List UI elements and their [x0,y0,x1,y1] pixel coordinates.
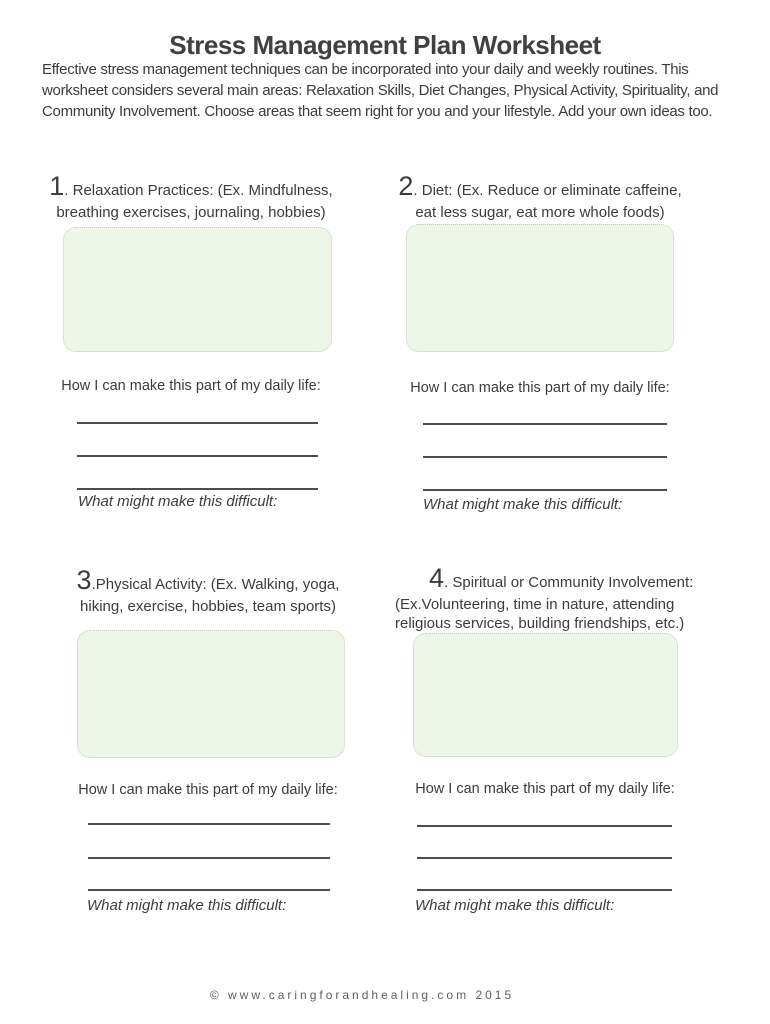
intro-line: Effective stress management techniques can be incorporated into your daily and weekly routines. This [42,61,689,78]
write-line[interactable] [423,489,667,491]
difficult-label: What might make this difficult: [87,897,287,914]
difficult-label: What might make this difficult: [415,897,615,914]
section-number: 1 [49,171,65,201]
difficult-label: What might make this difficult: [78,493,278,510]
daily-life-label: How I can make this part of my daily life: [78,782,338,798]
ideas-writing-box[interactable] [63,227,332,352]
section-heading-line1 [390,171,690,203]
section-heading-line2: hiking, exercise, hobbies, team sports) [80,598,336,615]
write-line[interactable] [423,423,667,425]
ideas-writing-box[interactable] [77,630,345,758]
section-heading-line1 [40,171,342,203]
daily-life-label: How I can make this part of my daily life: [61,378,321,394]
intro-line: worksheet considers several main areas: Relaxation Skills, Diet Changes, Physical Activity, Spirituality, and [42,82,719,99]
section-heading-line2: (Ex.Volunteering, time in nature, attending [395,596,675,613]
section-heading-text: . Relaxation Practices: (Ex. Mindfulness, [64,182,333,199]
ideas-writing-box[interactable] [406,224,674,352]
write-line[interactable] [417,857,672,859]
section-number: 2 [398,171,414,201]
section-heading-line3: religious services, building friendships, etc.) [395,615,685,632]
section-heading [390,171,690,222]
write-line[interactable] [88,857,330,859]
section-heading [395,563,695,633]
section-number: 4 [429,563,445,593]
section-heading-text: .Physical Activity: (Ex. Walking, yoga, [91,576,340,593]
write-line[interactable] [88,889,330,891]
section-heading [58,565,358,616]
ideas-writing-box[interactable] [413,633,678,757]
section-diet [390,171,690,534]
section-number: 3 [76,565,92,595]
write-line[interactable] [417,889,672,891]
section-heading-line2: breathing exercises, journaling, hobbies) [56,204,326,221]
section-physical-activity [58,565,358,934]
write-line[interactable] [77,455,318,457]
section-heading-text: . Spiritual or Community Involvement: [444,574,694,591]
copyright-footer: © www.caringforandhealing.com 2015 [209,988,515,1002]
write-line[interactable] [77,422,318,424]
write-line[interactable] [88,823,330,825]
write-line[interactable] [423,456,667,458]
section-heading-line1 [395,563,695,595]
section-heading-text: . Diet: (Ex. Reduce or eliminate caffeine, [413,182,682,199]
section-heading-line2: eat less sugar, eat more whole foods) [415,204,665,221]
section-relaxation [40,171,342,534]
write-line[interactable] [417,825,672,827]
write-line[interactable] [77,488,318,490]
intro-paragraph [42,59,718,122]
section-heading [40,171,342,222]
page-title: Stress Management Plan Worksheet [169,30,601,61]
daily-life-label: How I can make this part of my daily life: [415,781,675,797]
daily-life-label: How I can make this part of my daily life: [410,380,670,396]
difficult-label: What might make this difficult: [423,496,623,513]
intro-line: Community Involvement. Choose areas that seem right for you and your lifestyle. Add your own ideas too. [42,103,713,120]
section-heading-line1 [58,565,358,597]
section-spiritual-community [395,563,695,932]
